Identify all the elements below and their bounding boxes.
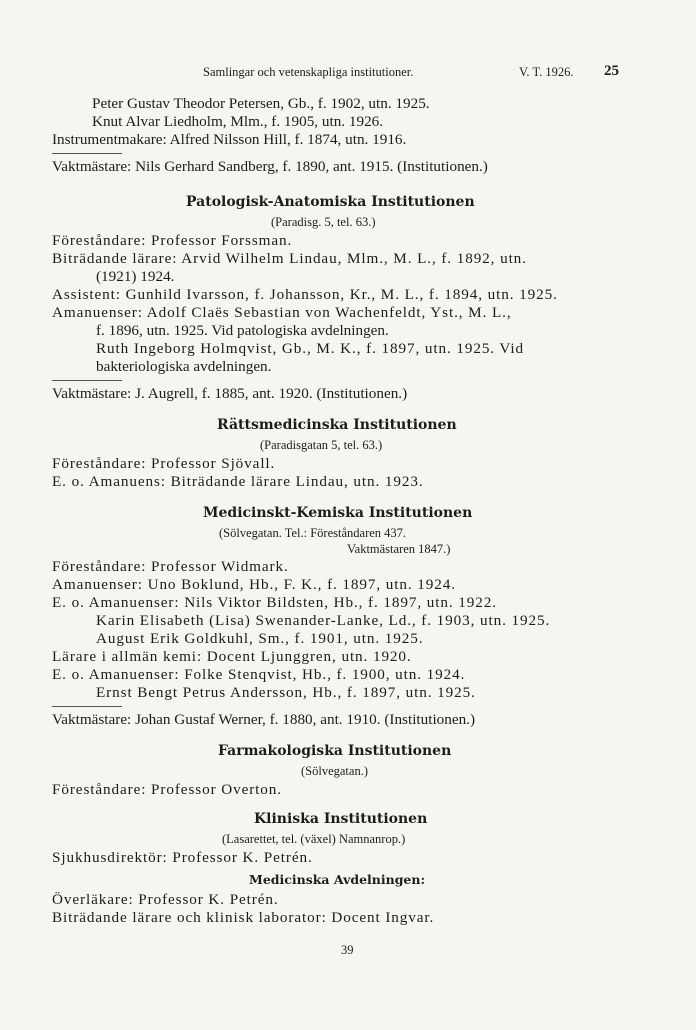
section-heading: Patologisk-Anatomiska Institutionen	[186, 194, 475, 210]
section-address: (Sölvegatan. Tel.: Föreståndaren 437.	[219, 526, 407, 540]
text-line: Överläkare: Professor K. Petrén.	[52, 891, 279, 908]
section-address: (Lasarettet, tel. (växel) Namnanrop.)	[222, 832, 406, 846]
text-line: Karin Elisabeth (Lisa) Swenander-Lanke, Ld., f. 1903, utn. 1925.	[96, 612, 551, 629]
text-line: Instrumentmakare: Alfred Nilsson Hill, f. 1874, utn. 1916.	[52, 131, 407, 148]
text-line: Biträdande lärare: Arvid Wilhelm Lindau, Mlm., M. L., f. 1892, utn.	[52, 250, 527, 267]
text-line: bakteriologiska avdelningen.	[96, 358, 272, 375]
section-heading: Rättsmedicinska Institutionen	[217, 417, 457, 433]
text-line: Vaktmästare: Nils Gerhard Sandberg, f. 1890, ant. 1915. (Institutionen.)	[52, 158, 488, 175]
text-line: Amanuenser: Uno Boklund, Hb., F. K., f. 1897, utn. 1924.	[52, 576, 456, 593]
subsection-heading: Medicinska Avdelningen:	[249, 872, 426, 887]
section-heading: Medicinskt-Kemiska Institutionen	[203, 505, 473, 521]
text-line: Sjukhusdirektör: Professor K. Petrén.	[52, 849, 313, 866]
section-address: (Paradisgatan 5, tel. 63.)	[260, 438, 383, 452]
text-line: Assistent: Gunhild Ivarsson, f. Johansson, Kr., M. L., f. 1894, utn. 1925.	[52, 286, 558, 303]
text-line: f. 1896, utn. 1925. Vid patologiska avdelningen.	[96, 322, 389, 339]
text-line: Knut Alvar Liedholm, Mlm., f. 1905, utn. 1926.	[92, 113, 384, 130]
text-line: Lärare i allmän kemi: Docent Ljunggren, utn. 1920.	[52, 648, 412, 665]
text-line: August Erik Goldkuhl, Sm., f. 1901, utn. 1925.	[96, 630, 424, 647]
running-head-page-number: 25	[604, 63, 619, 79]
section-address: (Sölvegatan.)	[301, 764, 368, 778]
running-head-title: Samlingar och vetenskapliga institutioner.	[203, 65, 414, 79]
text-line: Föreståndare: Professor Overton.	[52, 781, 282, 798]
text-line: Ernst Bengt Petrus Andersson, Hb., f. 1897, utn. 1925.	[96, 684, 476, 701]
text-line: (1921) 1924.	[96, 268, 175, 285]
text-line: Föreståndare: Professor Forssman.	[52, 232, 293, 249]
text-line: Peter Gustav Theodor Petersen, Gb., f. 1902, utn. 1925.	[92, 95, 430, 112]
text-line: Vaktmästare: J. Augrell, f. 1885, ant. 1920. (Institutionen.)	[52, 385, 408, 402]
section-address: (Paradisg. 5, tel. 63.)	[271, 215, 376, 229]
divider	[52, 706, 122, 707]
text-line: Föreståndare: Professor Widmark.	[52, 558, 289, 575]
section-address: Vaktmästaren 1847.)	[347, 542, 451, 556]
section-heading: Farmakologiska Institutionen	[218, 743, 452, 759]
text-line: Ruth Ingeborg Holmqvist, Gb., M. K., f. 1897, utn. 1925. Vid	[96, 340, 524, 357]
running-head-term: V. T. 1926.	[519, 65, 574, 79]
divider	[52, 380, 122, 381]
text-line: Biträdande lärare och klinisk laborator: Docent Ingvar.	[52, 909, 435, 926]
footer-page-number: 39	[341, 943, 354, 957]
text-line: E. o. Amanuenser: Nils Viktor Bildsten, Hb., f. 1897, utn. 1922.	[52, 594, 497, 611]
text-line: E. o. Amanuenser: Folke Stenqvist, Hb., f. 1900, utn. 1924.	[52, 666, 466, 683]
text-line: Vaktmästare: Johan Gustaf Werner, f. 1880, ant. 1910. (Institutionen.)	[52, 711, 476, 728]
text-line: Föreståndare: Professor Sjövall.	[52, 455, 276, 472]
text-line: E. o. Amanuens: Biträdande lärare Lindau, utn. 1923.	[52, 473, 424, 490]
section-heading: Kliniska Institutionen	[254, 811, 428, 827]
divider	[52, 153, 122, 154]
text-line: Amanuenser: Adolf Claës Sebastian von Wachenfeldt, Yst., M. L.,	[52, 304, 512, 321]
